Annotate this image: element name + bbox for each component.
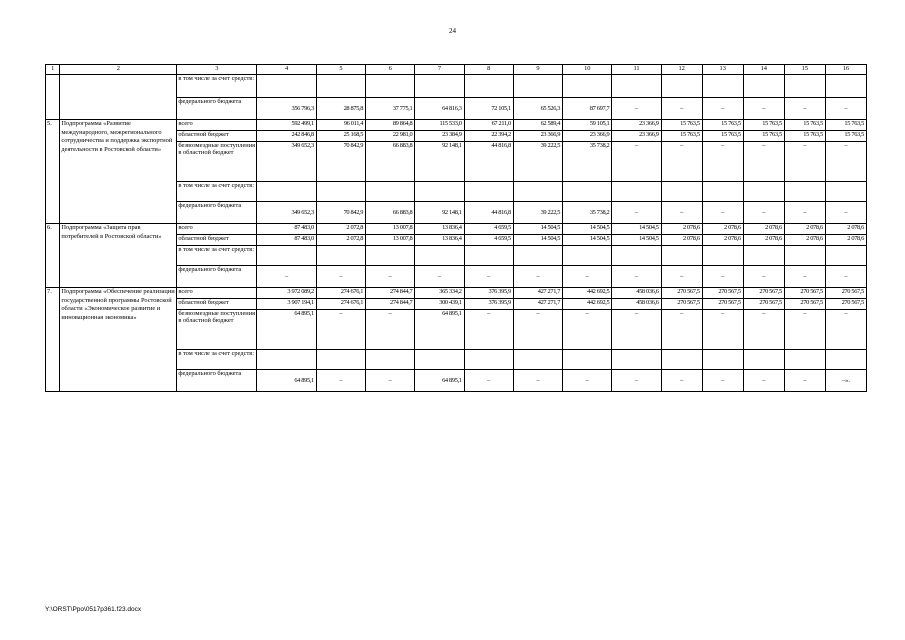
source-label: в том числе за счет средств: [177, 246, 257, 266]
value-cell: 64 895,1 [415, 310, 464, 350]
value-cell: – [661, 98, 702, 120]
value-cell: 15 763,5 [784, 131, 825, 142]
value-cell: 14 504,5 [513, 224, 562, 235]
value-cell: 274 844,7 [366, 288, 415, 299]
empty-cell [316, 182, 365, 202]
empty-cell [464, 182, 513, 202]
value-cell: – [563, 266, 612, 288]
value-cell: 14 504,5 [513, 235, 562, 246]
column-header: 8 [464, 65, 513, 75]
program-name [60, 75, 177, 120]
value-cell: 39 222,5 [513, 202, 562, 224]
empty-cell [415, 182, 464, 202]
value-cell: 15 763,5 [784, 120, 825, 131]
value-cell: – [513, 370, 562, 392]
value-cell: 15 763,5 [825, 120, 866, 131]
value-cell: – [316, 370, 365, 392]
value-cell: 64 895,1 [415, 370, 464, 392]
empty-cell [366, 246, 415, 266]
empty-cell [784, 350, 825, 370]
value-cell: – [825, 266, 866, 288]
value-cell: – [612, 266, 661, 288]
budget-table [45, 64, 867, 392]
empty-cell [743, 246, 784, 266]
value-cell: 300 439,1 [415, 299, 464, 310]
value-cell: 427 271,7 [513, 288, 562, 299]
value-cell: – [825, 310, 866, 350]
value-cell: – [743, 266, 784, 288]
value-cell: – [563, 370, 612, 392]
empty-cell [257, 75, 317, 98]
program-name: Подпрограмма «Защита прав потребителей в Ростовской области» [60, 224, 177, 288]
empty-cell [661, 75, 702, 98]
empty-cell [825, 246, 866, 266]
value-cell: – [784, 370, 825, 392]
value-cell: 270 567,5 [825, 299, 866, 310]
empty-cell [513, 75, 562, 98]
value-cell: 270 567,5 [702, 299, 743, 310]
value-cell: – [784, 310, 825, 350]
source-label: областной бюджет [177, 299, 257, 310]
empty-cell [513, 182, 562, 202]
value-cell: 92 148,1 [415, 202, 464, 224]
value-cell: – [366, 266, 415, 288]
value-cell: 15 763,5 [702, 120, 743, 131]
value-cell: 15 763,5 [661, 120, 702, 131]
empty-cell [661, 246, 702, 266]
source-label: безвозмездные поступления в областной бюджет [177, 310, 257, 350]
value-cell: 13 836,4 [415, 224, 464, 235]
value-cell: 22 981,0 [366, 131, 415, 142]
empty-cell [316, 350, 365, 370]
value-cell: 2 078,6 [784, 235, 825, 246]
empty-cell [513, 246, 562, 266]
source-label: областной бюджет [177, 131, 257, 142]
empty-cell [825, 350, 866, 370]
value-cell: – [661, 310, 702, 350]
value-cell: – [513, 266, 562, 288]
value-cell: – [612, 310, 661, 350]
value-cell: 2 078,6 [743, 235, 784, 246]
source-label: всего [177, 120, 257, 131]
value-cell: 458 036,6 [612, 299, 661, 310]
value-cell: 274 844,7 [366, 299, 415, 310]
value-cell: 87 483,0 [257, 224, 317, 235]
empty-cell [563, 182, 612, 202]
value-cell: 242 846,8 [257, 131, 317, 142]
source-label: всего [177, 288, 257, 299]
empty-cell [257, 246, 317, 266]
empty-cell [612, 182, 661, 202]
value-cell: – [702, 310, 743, 350]
value-cell: 2 078,6 [825, 235, 866, 246]
value-cell: – [825, 142, 866, 182]
value-cell: 2 078,6 [702, 235, 743, 246]
value-cell: – [743, 142, 784, 182]
value-cell: – [743, 202, 784, 224]
value-cell: – [825, 98, 866, 120]
value-cell: 14 504,5 [563, 224, 612, 235]
source-label: всего [177, 224, 257, 235]
program-name: Подпрограмма «Развитие международного, межрегионального сотрудничества и поддержка экспортной деятельности в Ростовской области» [60, 120, 177, 224]
column-header: 16 [825, 65, 866, 75]
row-number: 6. [46, 224, 60, 288]
value-cell: – [784, 142, 825, 182]
value-cell: 96 011,4 [316, 120, 365, 131]
empty-cell [563, 75, 612, 98]
value-cell: 23 366,9 [563, 131, 612, 142]
value-cell: 349 652,3 [257, 202, 317, 224]
empty-cell [702, 182, 743, 202]
value-cell: – [784, 266, 825, 288]
page-number: 24 [449, 27, 456, 35]
source-label: областной бюджет [177, 235, 257, 246]
value-cell: 2 078,6 [743, 224, 784, 235]
value-cell: 67 211,0 [464, 120, 513, 131]
value-cell: – [702, 202, 743, 224]
source-label: в том числе за счет средств: [177, 182, 257, 202]
value-cell: 65 526,3 [513, 98, 562, 120]
value-cell: 37 775,1 [366, 98, 415, 120]
value-cell: – [743, 98, 784, 120]
empty-cell [366, 350, 415, 370]
value-cell: – [366, 310, 415, 350]
empty-cell [784, 182, 825, 202]
value-cell: 15 763,5 [743, 120, 784, 131]
empty-cell [464, 246, 513, 266]
table-row [46, 224, 867, 235]
column-header: 5 [316, 65, 365, 75]
value-cell: 4 659,5 [464, 235, 513, 246]
value-cell: – [366, 370, 415, 392]
empty-cell [612, 75, 661, 98]
table-header-row [46, 65, 867, 75]
value-cell: – [661, 202, 702, 224]
value-cell: – [784, 98, 825, 120]
empty-cell [825, 182, 866, 202]
column-header: 9 [513, 65, 562, 75]
empty-cell [702, 350, 743, 370]
empty-cell [513, 350, 562, 370]
value-cell: 23 366,9 [612, 120, 661, 131]
source-label: безвозмездные поступления в областной бюджет [177, 142, 257, 182]
value-cell: 270 567,5 [743, 288, 784, 299]
empty-cell [743, 182, 784, 202]
value-cell: 89 864,8 [366, 120, 415, 131]
value-cell: 270 567,5 [661, 299, 702, 310]
value-cell: 2 072,8 [316, 224, 365, 235]
value-cell: 349 652,3 [257, 142, 317, 182]
value-cell: 23 366,9 [612, 131, 661, 142]
row-number: 5. [46, 120, 60, 224]
value-cell: 66 883,8 [366, 142, 415, 182]
source-label: федерального бюджета [177, 98, 257, 120]
value-cell: – [743, 370, 784, 392]
table-row [46, 288, 867, 299]
table-row [46, 120, 867, 131]
value-cell: 592 499,1 [257, 120, 317, 131]
value-cell: – [743, 310, 784, 350]
value-cell: – [513, 310, 562, 350]
value-cell: 2 078,6 [702, 224, 743, 235]
value-cell: – [702, 142, 743, 182]
value-cell: 35 738,2 [563, 142, 612, 182]
empty-cell [661, 182, 702, 202]
value-cell: 14 504,5 [563, 235, 612, 246]
value-cell: – [612, 98, 661, 120]
value-cell: 70 842,9 [316, 202, 365, 224]
value-cell: 15 763,5 [702, 131, 743, 142]
empty-cell [661, 350, 702, 370]
value-cell: 13 007,8 [366, 224, 415, 235]
value-cell: 70 842,9 [316, 142, 365, 182]
value-cell: 15 763,5 [661, 131, 702, 142]
value-cell: 92 148,1 [415, 142, 464, 182]
value-cell: 3 972 089,2 [257, 288, 317, 299]
value-cell: 2 078,6 [661, 224, 702, 235]
value-cell: – [316, 266, 365, 288]
value-cell: 28 875,8 [316, 98, 365, 120]
value-cell: – [464, 310, 513, 350]
value-cell: 270 567,5 [702, 288, 743, 299]
value-cell: – [464, 370, 513, 392]
empty-cell [612, 246, 661, 266]
value-cell: 64 895,1 [257, 310, 317, 350]
empty-cell [784, 246, 825, 266]
empty-cell [563, 246, 612, 266]
value-cell: 376 395,9 [464, 299, 513, 310]
value-cell: – [612, 370, 661, 392]
value-cell: 4 659,5 [464, 224, 513, 235]
value-cell: 64 816,3 [415, 98, 464, 120]
empty-cell [743, 350, 784, 370]
source-label: в том числе за счет средств: [177, 75, 257, 98]
column-header: 10 [563, 65, 612, 75]
value-cell: 115 533,0 [415, 120, 464, 131]
value-cell: – [464, 266, 513, 288]
source-label: федерального бюджета [177, 266, 257, 288]
value-cell: 270 567,5 [743, 299, 784, 310]
empty-cell [563, 350, 612, 370]
column-header: 1 [46, 65, 60, 75]
empty-cell [784, 75, 825, 98]
value-cell: 2 078,6 [825, 224, 866, 235]
value-cell: 72 105,1 [464, 98, 513, 120]
empty-cell [825, 75, 866, 98]
value-cell: – [612, 142, 661, 182]
value-cell: – [612, 202, 661, 224]
column-header: 6 [366, 65, 415, 75]
value-cell: 13 007,8 [366, 235, 415, 246]
value-cell: – [415, 266, 464, 288]
column-header: 7 [415, 65, 464, 75]
column-header: 15 [784, 65, 825, 75]
empty-cell [702, 75, 743, 98]
value-cell: 64 895,1 [257, 370, 317, 392]
value-cell: 270 567,5 [825, 288, 866, 299]
value-cell: 2 078,6 [661, 235, 702, 246]
empty-cell [464, 350, 513, 370]
column-header: 3 [177, 65, 257, 75]
value-cell: 442 692,5 [563, 299, 612, 310]
value-cell: 66 883,8 [366, 202, 415, 224]
value-cell: 14 504,5 [612, 235, 661, 246]
source-label: федерального бюджета [177, 202, 257, 224]
empty-cell [316, 246, 365, 266]
value-cell: 3 907 194,1 [257, 299, 317, 310]
value-cell: – [563, 310, 612, 350]
value-cell: – [661, 142, 702, 182]
value-cell: – [661, 266, 702, 288]
table-row [46, 75, 867, 98]
footer-file-path: Y:\ORST\Ppo\0517p361.f23.docx [45, 606, 142, 613]
value-cell: – [316, 310, 365, 350]
value-cell: 274 676,1 [316, 299, 365, 310]
value-cell: – [257, 266, 317, 288]
value-cell: 274 676,1 [316, 288, 365, 299]
column-header: 4 [257, 65, 317, 75]
value-cell: 427 271,7 [513, 299, 562, 310]
value-cell: 15 763,5 [743, 131, 784, 142]
value-cell: 87 483,0 [257, 235, 317, 246]
column-header: 14 [743, 65, 784, 75]
program-name: Подпрограмма «Обеспечение реализации государственной программы Ростовской области «Экономическое развитие и инновационная экономика» [60, 288, 177, 392]
value-cell: 356 796,3 [257, 98, 317, 120]
value-cell: 87 697,7 [563, 98, 612, 120]
value-cell: – [784, 202, 825, 224]
value-cell: – [702, 266, 743, 288]
empty-cell [743, 75, 784, 98]
value-cell: 365 334,2 [415, 288, 464, 299]
value-cell: 442 692,5 [563, 288, 612, 299]
value-cell: 44 816,8 [464, 142, 513, 182]
empty-cell [415, 246, 464, 266]
column-header: 11 [612, 65, 661, 75]
value-cell: 62 589,4 [513, 120, 562, 131]
empty-cell [366, 75, 415, 98]
value-cell: 270 567,5 [784, 299, 825, 310]
value-cell: 35 738,2 [563, 202, 612, 224]
row-number [46, 75, 60, 120]
value-cell: 15 763,5 [825, 131, 866, 142]
value-cell: 14 504,5 [612, 224, 661, 235]
value-cell: –». [825, 370, 866, 392]
empty-cell [702, 246, 743, 266]
empty-cell [415, 350, 464, 370]
value-cell: 23 384,9 [415, 131, 464, 142]
value-cell: 39 222,5 [513, 142, 562, 182]
value-cell: 25 168,5 [316, 131, 365, 142]
row-number: 7. [46, 288, 60, 392]
value-cell: – [702, 370, 743, 392]
value-cell: 23 366,9 [513, 131, 562, 142]
value-cell: 376 395,9 [464, 288, 513, 299]
value-cell: 59 105,1 [563, 120, 612, 131]
source-label: федерального бюджета [177, 370, 257, 392]
source-label: в том числе за счет средств: [177, 350, 257, 370]
value-cell: – [702, 98, 743, 120]
empty-cell [257, 350, 317, 370]
empty-cell [464, 75, 513, 98]
value-cell: 2 072,8 [316, 235, 365, 246]
empty-cell [415, 75, 464, 98]
empty-cell [366, 182, 415, 202]
empty-cell [316, 75, 365, 98]
column-header: 12 [661, 65, 702, 75]
value-cell: 270 567,5 [661, 288, 702, 299]
empty-cell [257, 182, 317, 202]
value-cell: 13 836,4 [415, 235, 464, 246]
empty-cell [612, 350, 661, 370]
value-cell: 2 078,6 [784, 224, 825, 235]
value-cell: – [661, 370, 702, 392]
column-header: 13 [702, 65, 743, 75]
value-cell: 458 036,6 [612, 288, 661, 299]
column-header: 2 [60, 65, 177, 75]
value-cell: 270 567,5 [784, 288, 825, 299]
value-cell: – [825, 202, 866, 224]
value-cell: 22 394,2 [464, 131, 513, 142]
value-cell: 44 816,8 [464, 202, 513, 224]
